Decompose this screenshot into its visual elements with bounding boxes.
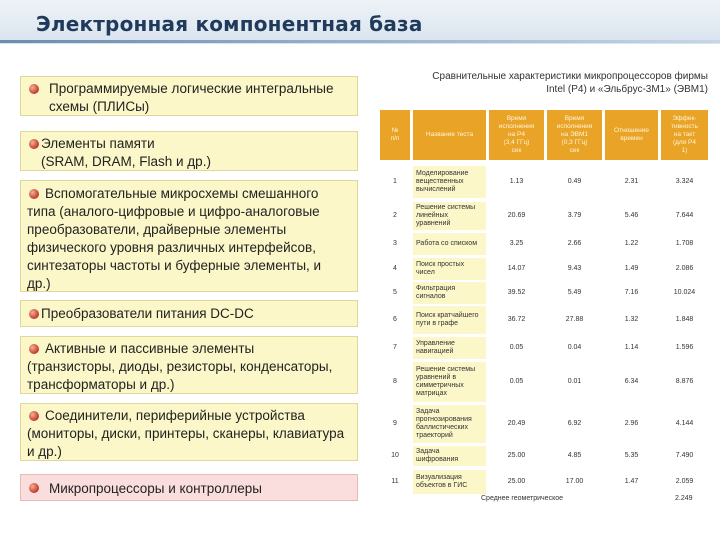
row-evm-time: 0.04 — [567, 344, 582, 351]
header-ratio: Отношение времен — [605, 110, 658, 160]
row-ratio: 2.96 — [624, 420, 639, 427]
row-p4-time: 14.07 — [507, 265, 526, 272]
row-p4-time: 25.00 — [507, 452, 526, 459]
row-number: 8 — [393, 378, 397, 385]
row-number: 3 — [393, 240, 397, 247]
row-test-name: Задача шифрования — [413, 446, 486, 466]
row-test-name: Визуализация объектов в ГИС — [413, 470, 486, 494]
header-evm-time: Время исполнения на ЭВМ1 (0,3 ГГц) сек — [547, 110, 602, 160]
row-ratio: 7.16 — [624, 289, 639, 296]
bullet-icon — [29, 309, 39, 319]
row-efficiency: 1.596 — [675, 344, 694, 351]
list-item-label: Активные и пассивные элементы (транзисторы, диоды, резисторы, конденсаторы, трансформаторы и др.) — [27, 341, 333, 392]
row-test-name: Управление навигацией — [413, 337, 486, 359]
row-efficiency: 8.876 — [675, 378, 694, 385]
row-number: 5 — [393, 289, 397, 296]
geo-mean-value: 2.249 — [675, 495, 693, 502]
row-test-name: Решение системы линейных уравнений — [413, 202, 486, 230]
list-item-microprocessors — [20, 474, 358, 501]
row-number: 10 — [391, 452, 399, 459]
row-efficiency: 7.490 — [675, 452, 694, 459]
row-number: 4 — [393, 265, 397, 272]
row-efficiency: 1.848 — [675, 316, 694, 323]
title-divider — [0, 40, 720, 43]
row-p4-time: 25.00 — [507, 478, 526, 485]
row-number: 7 — [393, 344, 397, 351]
row-efficiency: 10.024 — [673, 289, 696, 296]
row-ratio: 1.47 — [624, 478, 639, 485]
page-title: Электронная компонентная база — [36, 12, 423, 36]
list-item-connectors — [20, 403, 358, 461]
row-p4-time: 0.05 — [509, 378, 524, 385]
header-number: № п/п — [380, 110, 410, 160]
row-p4-time: 3.25 — [509, 240, 524, 247]
list-item-mixed-signal — [20, 180, 358, 292]
row-evm-time: 6.92 — [567, 420, 582, 427]
row-evm-time: 5.49 — [567, 289, 582, 296]
header-p4-time: Время исполнения на P4 (3,4 ГГц) сек — [489, 110, 544, 160]
row-ratio: 2.31 — [624, 178, 639, 185]
row-test-name: Задача прогнозирования баллистических траекторий — [413, 405, 486, 443]
row-efficiency: 2.059 — [675, 478, 694, 485]
row-evm-time: 4.85 — [567, 452, 582, 459]
row-number: 9 — [393, 420, 397, 427]
row-test-name: Поиск кратчайшего пути в графе — [413, 306, 486, 334]
row-p4-time: 39.52 — [507, 289, 526, 296]
row-efficiency: 7.644 — [675, 212, 694, 219]
list-item-label: Микропроцессоры и контроллеры — [49, 481, 262, 496]
bullet-icon — [29, 139, 39, 149]
bullet-icon — [29, 84, 39, 94]
row-test-name: Решение системы уравнений в симметричных матрицах — [413, 362, 486, 402]
row-number: 6 — [393, 316, 397, 323]
geo-mean-label: Среднее геометрическое — [481, 495, 564, 502]
header-efficiency: Эффек- тивность на такт (для P4 1) — [661, 110, 708, 160]
row-p4-time: 1.13 — [509, 178, 524, 185]
row-ratio: 5.35 — [624, 452, 639, 459]
row-number: 11 — [391, 478, 399, 485]
bullet-icon — [29, 411, 39, 421]
row-efficiency: 1.708 — [675, 240, 694, 247]
row-evm-time: 0.01 — [567, 378, 582, 385]
list-item-label: Элементы памяти (SRAM, DRAM, Flash и др.) — [41, 136, 211, 169]
list-item-plis — [20, 76, 358, 116]
row-ratio: 1.14 — [624, 344, 639, 351]
row-evm-time: 17.00 — [565, 478, 584, 485]
row-p4-time: 0.05 — [509, 344, 524, 351]
row-test-name: Моделирование вещественных вычислений — [413, 166, 486, 198]
list-item-memory — [20, 131, 358, 171]
row-evm-time: 0.49 — [567, 178, 582, 185]
row-test-name: Поиск простых чисел — [413, 258, 486, 280]
row-p4-time: 20.69 — [507, 212, 526, 219]
row-test-name: Фильтрация сигналов — [413, 282, 486, 304]
row-evm-time: 9.43 — [567, 265, 582, 272]
row-efficiency: 2.086 — [675, 265, 694, 272]
row-ratio: 6.34 — [624, 378, 639, 385]
row-number: 2 — [393, 212, 397, 219]
bullet-icon — [29, 344, 39, 354]
list-item-label: Соединители, периферийные устройства (мониторы, диски, принтеры, сканеры, клавиатура и др.) — [27, 408, 345, 459]
row-efficiency: 3.324 — [675, 178, 694, 185]
row-evm-time: 2.66 — [567, 240, 582, 247]
row-ratio: 1.32 — [624, 316, 639, 323]
list-item-label: Вспомогательные микросхемы смешанного типа (аналого-цифровые и цифро-аналоговые преобразователи, драйверные элементы физического уровня различных интерфейсов, синтезаторы частоты и буферные элементы, и др.) — [27, 186, 322, 291]
list-item-label: Программируемые логические интегральные схемы (ПЛИСы) — [49, 81, 334, 114]
header-test-name: Название теста — [413, 110, 486, 160]
list-item-active-passive — [20, 336, 358, 394]
row-p4-time: 36.72 — [507, 316, 526, 323]
row-number: 1 — [393, 178, 397, 185]
list-item-label: Преобразователи питания DC-DC — [41, 306, 254, 321]
row-ratio: 5.46 — [624, 212, 639, 219]
row-ratio: 1.22 — [624, 240, 639, 247]
row-evm-time: 3.79 — [567, 212, 582, 219]
bullet-icon — [29, 483, 39, 493]
row-evm-time: 27.88 — [565, 316, 584, 323]
row-ratio: 1.49 — [624, 265, 639, 272]
comparison-title: Сравнительные характеристики микропроцессоров фирмы Intel (P4) и «Эльбрус-3М1» (ЭВМ1) — [432, 71, 708, 95]
row-test-name: Работа со списком — [413, 233, 486, 255]
bullet-icon — [29, 189, 39, 199]
list-item-dc-dc — [20, 300, 358, 327]
row-p4-time: 20.49 — [507, 420, 526, 427]
row-efficiency: 4.144 — [675, 420, 694, 427]
